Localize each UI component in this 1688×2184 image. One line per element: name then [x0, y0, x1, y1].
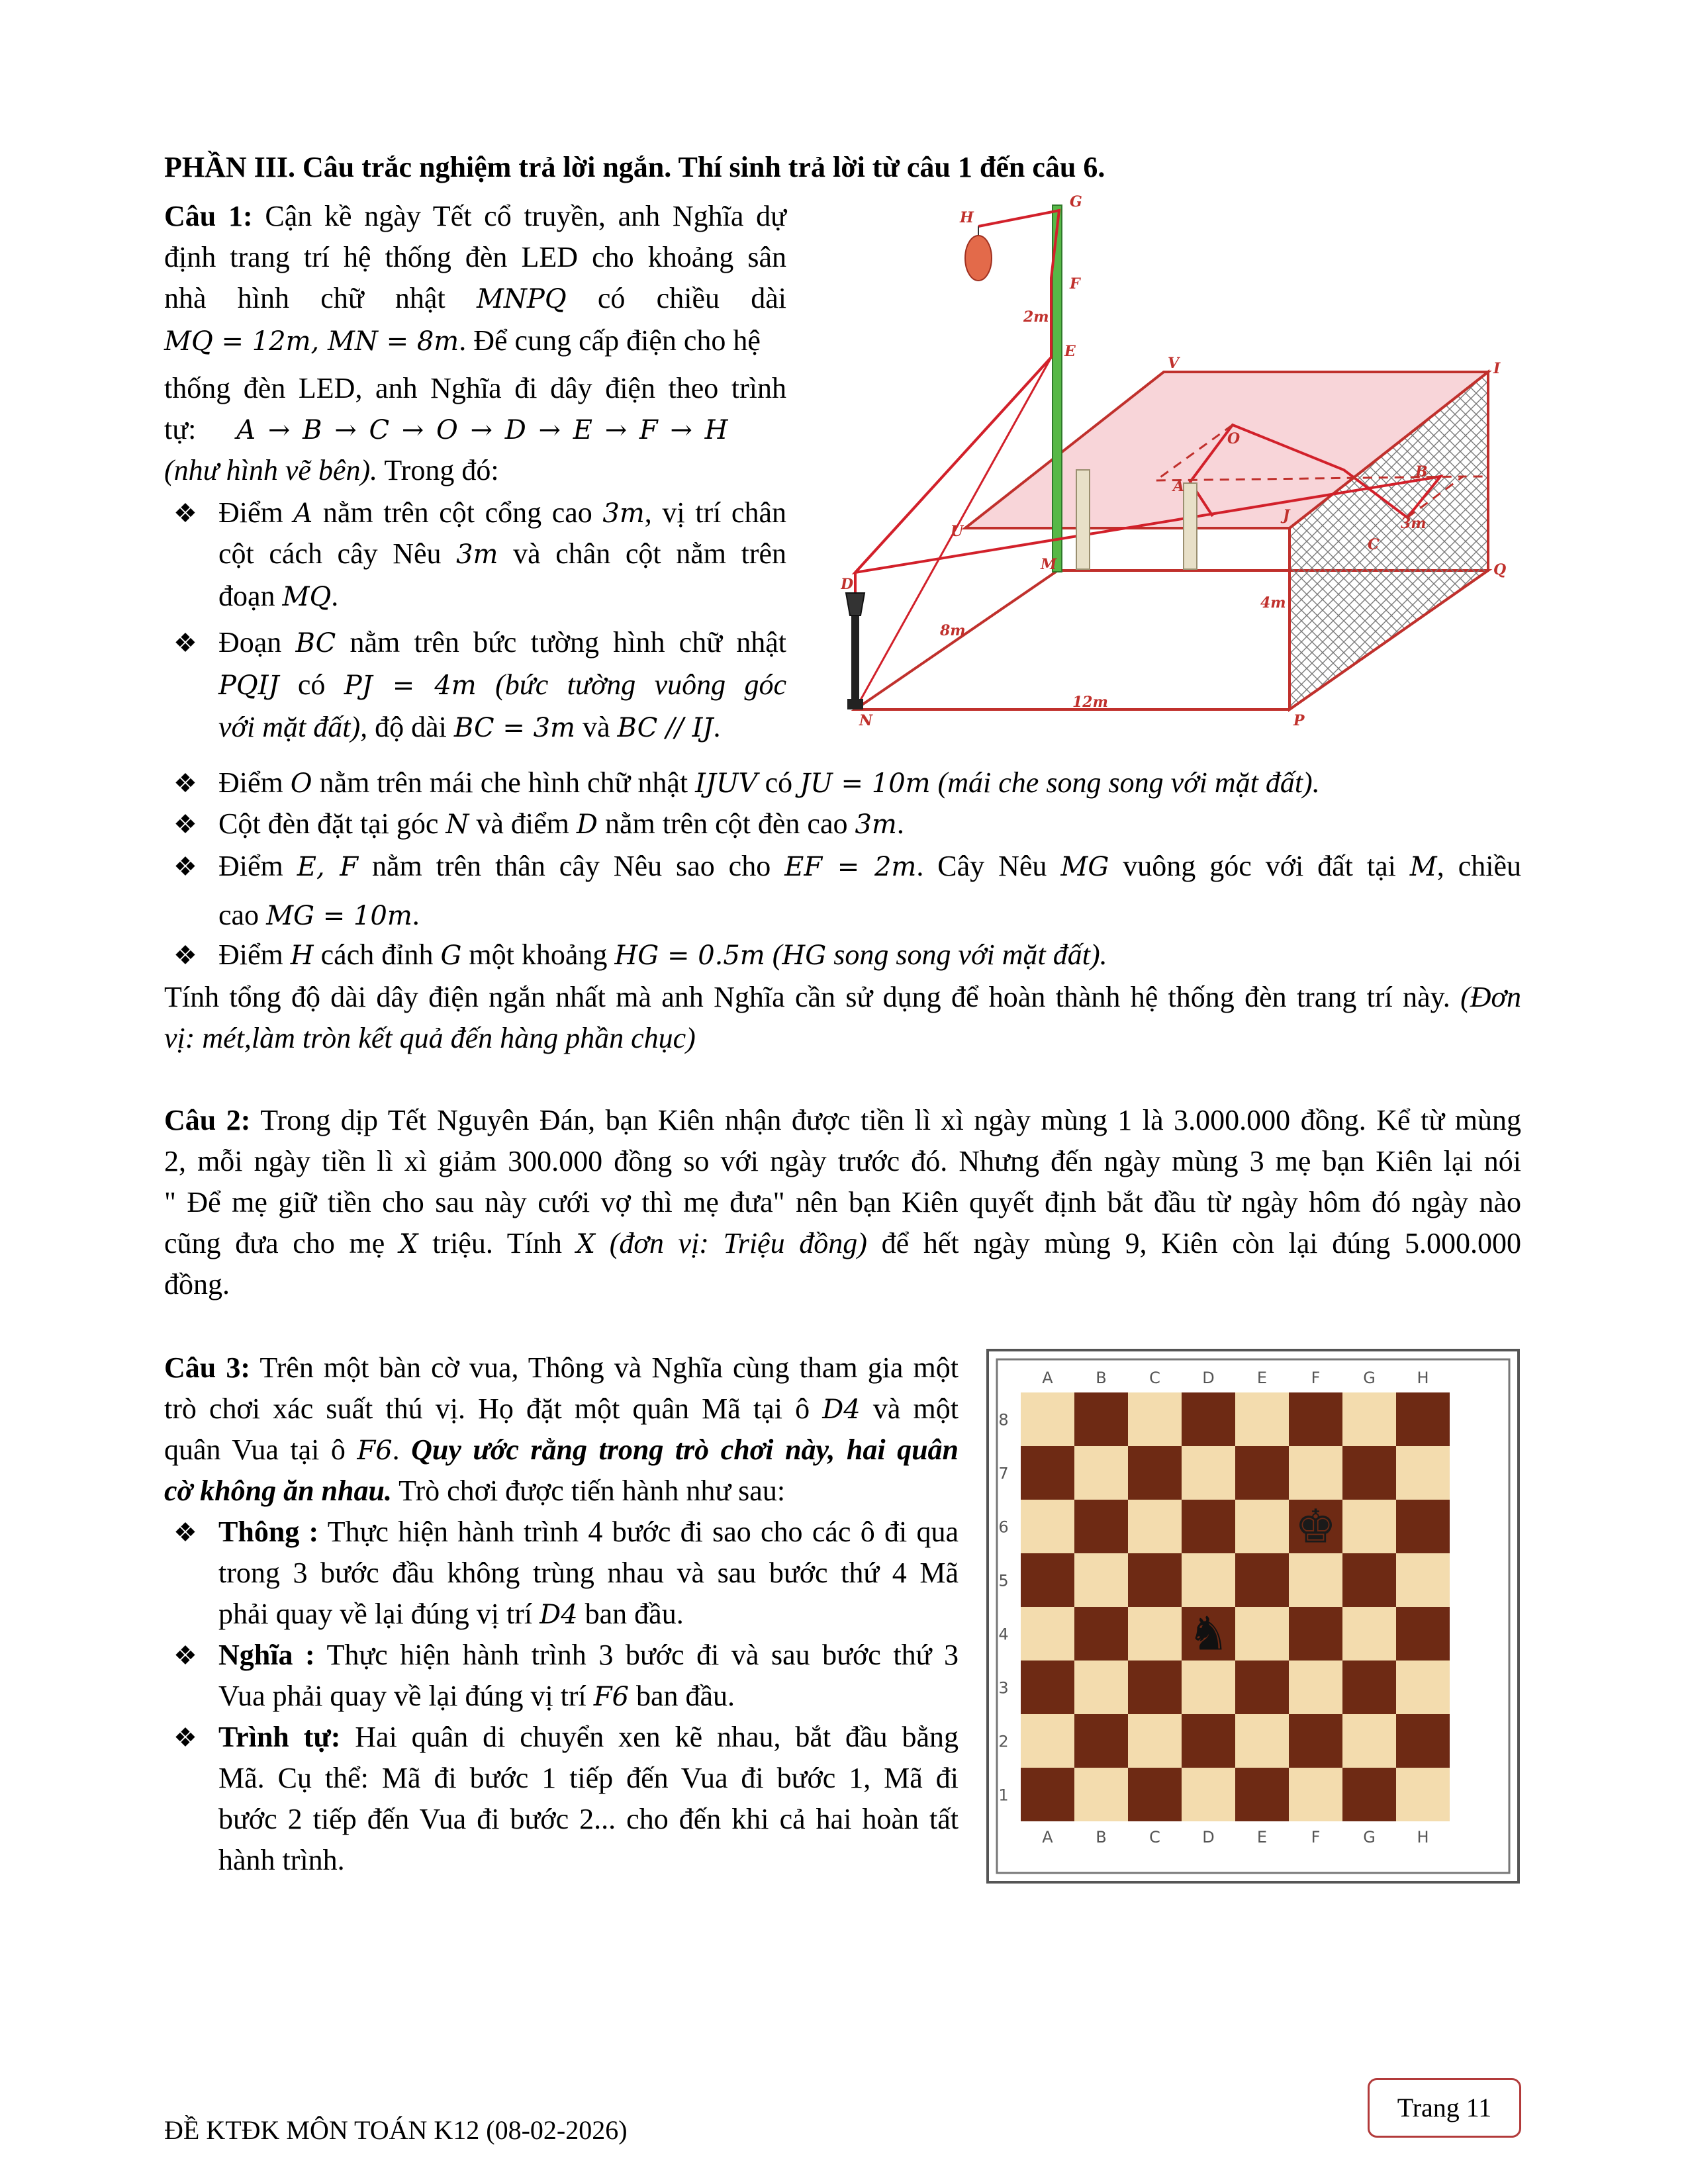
q3-text: ban đầu. — [635, 1680, 735, 1712]
square-F7 — [1289, 1446, 1342, 1500]
rank-label-7: 7 — [998, 1464, 1009, 1483]
q2-label: Câu 2: — [164, 1104, 251, 1136]
q3-line-1 — [164, 1347, 959, 1388]
q1-b3-line — [218, 762, 1320, 804]
q3-line-4 — [164, 1471, 785, 1512]
square-B7 — [1074, 1446, 1128, 1500]
math-g: G — [440, 940, 462, 971]
square-A4 — [1021, 1607, 1074, 1661]
file-label-B-bottom: B — [1096, 1828, 1107, 1846]
square-C2 — [1128, 1714, 1182, 1768]
label-h: H — [960, 209, 974, 226]
label-p: P — [1293, 712, 1305, 729]
math-f6: F6 — [357, 1435, 393, 1466]
square-B2 — [1074, 1714, 1128, 1768]
q1-text: . — [896, 807, 904, 840]
math-x: X — [576, 1229, 596, 1259]
q1-text: , chiều — [1436, 850, 1522, 882]
q3-line-3 — [164, 1430, 959, 1471]
square-E3 — [1235, 1661, 1289, 1714]
q1-b2-line-3 — [218, 707, 720, 749]
rank-label-4: 4 — [998, 1625, 1009, 1644]
q1-text: và — [582, 711, 610, 743]
q1-text: cột cách cây Nêu — [218, 537, 442, 570]
math-3m: 3m — [855, 809, 897, 840]
square-G7 — [1342, 1446, 1396, 1500]
q3-line-2 — [164, 1388, 959, 1430]
square-C4 — [1128, 1607, 1182, 1661]
square-F3 — [1289, 1661, 1342, 1714]
q1-text: Điểm — [218, 850, 283, 882]
q2-line-2: 2, mỗi ngày tiền lì xì giảm 300.000 đồng so với ngày trước đó. Nhưng đến ngày mùng 3 mẹ bạn Kiên lại nói — [164, 1145, 1521, 1177]
file-label-G-top: G — [1363, 1369, 1376, 1387]
q1-text: nằm trên cột đèn cao — [604, 807, 848, 840]
q1-text: độ dài — [375, 711, 447, 743]
knight-piece-icon: ♞ — [1188, 1606, 1229, 1661]
square-C8 — [1128, 1392, 1182, 1446]
q1-text: có — [765, 766, 793, 799]
q1-note: (như hình vẽ bên). — [164, 454, 378, 486]
file-label-B-top: B — [1096, 1369, 1107, 1387]
file-label-E-bottom: E — [1256, 1828, 1268, 1846]
q3-label: Câu 3: — [164, 1351, 250, 1384]
page-number-box: Trang 11 — [1368, 2078, 1521, 2138]
q3-text: Thực hiện hành trình 4 bước đi sao cho các ô đi qua — [327, 1516, 959, 1548]
diamond-bullet-icon: ❖ — [173, 852, 197, 882]
q3-text: phải quay về lại đúng vị trí — [218, 1598, 533, 1630]
square-B1 — [1074, 1768, 1128, 1821]
q1-b5-line-1 — [218, 846, 1521, 887]
square-D8 — [1182, 1392, 1235, 1446]
square-E8 — [1235, 1392, 1289, 1446]
file-label-G-bottom: G — [1363, 1828, 1376, 1846]
q1-text: Cận kề ngày Tết cổ truyền, anh Nghĩa dự — [265, 200, 786, 232]
q1-b1-line-3 — [218, 576, 338, 617]
file-label-A-top: A — [1042, 1369, 1053, 1387]
square-E7 — [1235, 1446, 1289, 1500]
math-mq: MQ — [282, 582, 332, 612]
square-G3 — [1342, 1661, 1396, 1714]
q3-order-line-4: hành trình. — [218, 1844, 345, 1876]
q1-b4-line — [218, 803, 904, 845]
q1-note: với mặt đất), — [218, 711, 368, 743]
file-label-A-bottom: A — [1042, 1828, 1053, 1846]
q1-b6-line — [218, 934, 1107, 976]
q1-ask-line-2: vị: mét,làm tròn kết quả đến hàng phần chục) — [164, 1022, 696, 1054]
file-label-H-top: H — [1417, 1369, 1429, 1387]
q1-note: ( — [772, 938, 782, 971]
square-H2 — [1396, 1714, 1450, 1768]
chessboard — [986, 1349, 1520, 1884]
q3-order-line-3: bước 2 tiếp đến Vua đi bước 2... cho đến khi cả hai hoàn tất — [218, 1803, 959, 1835]
square-G4 — [1342, 1607, 1396, 1661]
q1-text: nằm trên bức tường hình chữ nhật — [350, 626, 787, 659]
q1-text: nằm trên thân cây Nêu sao cho — [372, 850, 771, 882]
square-A2 — [1021, 1714, 1074, 1768]
q1-text: nằm trên mái che hình chữ nhật — [319, 766, 688, 799]
label-b: B — [1415, 463, 1428, 480]
dim-height: 4m — [1260, 594, 1286, 612]
gate-column — [1076, 470, 1090, 569]
square-C5 — [1128, 1553, 1182, 1607]
math-x: X — [399, 1229, 418, 1259]
q1-line-4 — [164, 320, 761, 362]
math-3m: 3m — [602, 498, 645, 529]
label-f: F — [1070, 275, 1080, 293]
square-H3 — [1396, 1661, 1450, 1714]
label-q: Q — [1493, 561, 1507, 578]
q1-text: có chiều dài — [597, 282, 786, 314]
rank-label-5: 5 — [998, 1571, 1009, 1590]
q3-order-line-1 — [218, 1717, 959, 1758]
square-F5 — [1289, 1553, 1342, 1607]
q3-thong-line-2: trong 3 bước đầu không trùng nhau và sau bước thứ 4 Mã — [218, 1557, 959, 1589]
q1-text: và điểm — [476, 807, 569, 840]
q1-text: có — [297, 668, 326, 701]
math-mg-len: MG = 10m — [266, 901, 412, 931]
gate-column — [1184, 483, 1197, 569]
lamp-post-icon — [851, 602, 859, 708]
q3-text: trò chơi xác suất thú vị. Họ đặt một quân Mã tại ô — [164, 1392, 810, 1425]
lantern-icon — [965, 236, 992, 281]
square-G6 — [1342, 1500, 1396, 1553]
math-ef: E, F — [297, 852, 359, 882]
q2-note: (đơn vị: Triệu đồng) — [609, 1227, 867, 1259]
q1-note: (Đơn — [1460, 981, 1522, 1013]
q1-text: nằm trên cột cổng cao — [322, 496, 592, 529]
square-G1 — [1342, 1768, 1396, 1821]
square-H6 — [1396, 1500, 1450, 1553]
math-d4: D4 — [822, 1394, 861, 1425]
q1-text: tự: — [164, 413, 197, 445]
q1-line-1 — [164, 196, 786, 237]
square-D2 — [1182, 1714, 1235, 1768]
q1-text: . — [713, 711, 721, 743]
q1-label: Câu 1: — [164, 200, 253, 232]
q1-text: và chân cột nằm trên — [513, 537, 787, 570]
square-G5 — [1342, 1553, 1396, 1607]
math-3m: 3m — [456, 539, 498, 570]
q1-text: đoạn — [218, 580, 275, 612]
file-label-F-bottom: F — [1311, 1828, 1321, 1846]
square-C3 — [1128, 1661, 1182, 1714]
label-v: V — [1168, 355, 1180, 372]
math-ju: JU = 10m — [800, 768, 931, 799]
square-C1 — [1128, 1768, 1182, 1821]
square-E4 — [1235, 1607, 1289, 1661]
q2-line-4 — [164, 1223, 1521, 1265]
square-A5 — [1021, 1553, 1074, 1607]
footer-exam-title: ĐỀ KTĐK MÔN TOÁN K12 (08-02-2026) — [164, 2115, 628, 2145]
square-E1 — [1235, 1768, 1289, 1821]
q1-line-2: định trang trí hệ thống đèn LED cho khoảng sân — [164, 241, 786, 273]
math-bc-parallel: BC // IJ — [617, 713, 714, 743]
square-C7 — [1128, 1446, 1182, 1500]
q1-text: cách đỉnh — [320, 938, 434, 971]
rank-label-2: 2 — [998, 1732, 1009, 1751]
q1-text: Trong đó: — [377, 454, 499, 486]
q1-b1-line-2 — [218, 533, 786, 575]
file-label-D-bottom: D — [1202, 1828, 1215, 1846]
math-n: N — [445, 809, 469, 840]
q1-line-7 — [164, 450, 499, 491]
q1-text: , vị trí chân — [644, 496, 786, 529]
label-i: I — [1493, 360, 1501, 377]
q2-line-5: đồng. — [164, 1268, 230, 1300]
square-A7 — [1021, 1446, 1074, 1500]
math-pj: PJ = 4m — [344, 670, 477, 701]
math-hg: HG — [782, 940, 827, 971]
q3-text: Vua phải quay về lại đúng vị trí — [218, 1680, 586, 1712]
lamp-head-icon — [846, 593, 865, 615]
square-E5 — [1235, 1553, 1289, 1607]
file-label-E-top: E — [1256, 1369, 1268, 1387]
q1-b1-line-1 — [218, 492, 786, 534]
square-B4 — [1074, 1607, 1128, 1661]
square-D7 — [1182, 1446, 1235, 1500]
diamond-bullet-icon: ❖ — [173, 498, 197, 528]
q1-text: . — [331, 580, 339, 612]
square-B3 — [1074, 1661, 1128, 1714]
math-bc-len: BC = 3m — [453, 713, 575, 743]
diamond-bullet-icon: ❖ — [173, 1518, 197, 1547]
label-o: O — [1227, 430, 1241, 447]
q1-b2-line-1 — [218, 622, 786, 664]
square-B6 — [1074, 1500, 1128, 1553]
square-H7 — [1396, 1446, 1450, 1500]
q2-line-1 — [164, 1100, 1521, 1141]
square-F8 — [1289, 1392, 1342, 1446]
diamond-bullet-icon: ❖ — [173, 768, 197, 798]
q1-ask-line-1 — [164, 977, 1521, 1018]
q1-text: vuông góc với đất tại — [1123, 850, 1396, 882]
q1-text: Đoạn — [218, 626, 282, 659]
q1-text: Điểm — [218, 766, 283, 799]
q1-line-5: thống đèn LED, anh Nghĩa đi dây điện theo trình — [164, 372, 786, 404]
math-ijuv: IJUV — [695, 768, 758, 799]
q3-text: Thực hiện hành trình 3 bước đi và sau bước thứ 3 — [326, 1639, 959, 1671]
diamond-bullet-icon: ❖ — [173, 940, 197, 970]
q3-thong-line-1 — [218, 1512, 959, 1553]
square-E6 — [1235, 1500, 1289, 1553]
dim-length: 12m — [1072, 694, 1108, 711]
q1-note: song song với mặt đất). — [833, 938, 1107, 971]
diamond-bullet-icon: ❖ — [173, 1723, 197, 1752]
dim-ef: 2m — [1023, 308, 1049, 326]
square-G2 — [1342, 1714, 1396, 1768]
math-h: H — [290, 940, 314, 971]
math-d4: D4 — [539, 1600, 578, 1630]
diamond-bullet-icon: ❖ — [173, 1641, 197, 1670]
rank-label-8: 8 — [998, 1410, 1009, 1430]
q1-text: cao — [218, 899, 259, 931]
math-pqij: PQIJ — [218, 670, 279, 701]
q3-text: Trò chơi được tiến hành như sau: — [391, 1475, 786, 1507]
label-m: M — [1041, 556, 1057, 573]
file-label-D-top: D — [1202, 1369, 1215, 1387]
q3-rule: cờ không ăn nhau. — [164, 1475, 392, 1507]
square-D5 — [1182, 1553, 1235, 1607]
label-e: E — [1064, 343, 1076, 360]
q1-line-6 — [164, 409, 728, 451]
math-mg: MG — [1060, 852, 1109, 882]
label-c: C — [1368, 536, 1380, 553]
q1-text: . — [412, 899, 420, 931]
label-a: A — [1173, 478, 1185, 495]
q3-rule: Quy ước rằng trong trò chơi này, hai quân — [411, 1433, 959, 1466]
dim-bc: 3m — [1401, 515, 1427, 532]
square-D6 — [1182, 1500, 1235, 1553]
math-ef-len: EF = 2m — [784, 852, 917, 882]
q1-text: một khoảng — [469, 938, 608, 971]
q3-nghia-label: Nghĩa : — [218, 1639, 315, 1671]
q1-b5-line-2 — [218, 895, 420, 936]
q3-order-label: Trình tự: — [218, 1721, 341, 1753]
square-D1 — [1182, 1768, 1235, 1821]
label-j: J — [1283, 507, 1290, 524]
label-d: D — [841, 576, 854, 593]
math-d: D — [576, 809, 598, 840]
q3-text: Trên một bàn cờ vua, Thông và Nghĩa cùng tham gia một — [259, 1351, 959, 1384]
q1-text: Tính tổng độ dài dây điện ngắn nhất mà anh Nghĩa cần sử dụng để hoàn thành hệ thống đèn trang trí này. — [164, 981, 1450, 1013]
math-a: A — [293, 498, 313, 529]
file-label-C-top: C — [1149, 1369, 1160, 1387]
q3-text: quân Vua tại ô — [164, 1433, 346, 1466]
label-g: G — [1070, 193, 1082, 210]
square-H1 — [1396, 1768, 1450, 1821]
q3-thong-label: Thông : — [218, 1516, 319, 1548]
rank-label-3: 3 — [998, 1678, 1009, 1698]
file-label-F-top: F — [1311, 1369, 1321, 1387]
q3-text: ban đầu. — [585, 1598, 684, 1630]
square-A1 — [1021, 1768, 1074, 1821]
diamond-bullet-icon: ❖ — [173, 628, 197, 658]
q1-text: Điểm — [218, 938, 283, 971]
square-E2 — [1235, 1714, 1289, 1768]
section-title: PHẦN III. Câu trắc nghiệm trả lời ngắn. Thí sinh trả lời từ câu 1 đến câu 6. — [164, 151, 1105, 183]
q1-b2-line-2 — [218, 664, 786, 706]
q1-text: nhà hình chữ nhật — [164, 282, 445, 314]
math-dimensions: MQ = 12m, MN = 8m — [164, 326, 459, 357]
lamp-base-icon — [847, 699, 863, 709]
q2-text: cũng đưa cho mẹ — [164, 1227, 385, 1259]
rank-label-1: 1 — [998, 1786, 1009, 1805]
square-D3 — [1182, 1661, 1235, 1714]
math-hg-len: HG = 0.5m — [614, 940, 765, 971]
math-m: M — [1409, 852, 1437, 882]
q3-text: . — [392, 1433, 400, 1466]
square-A8 — [1021, 1392, 1074, 1446]
math-mnpq: MNPQ — [476, 284, 567, 314]
square-H8 — [1396, 1392, 1450, 1446]
q2-text: để hết ngày mùng 9, Kiên còn lại đúng 5.000.000 — [881, 1227, 1522, 1259]
square-B5 — [1074, 1553, 1128, 1607]
label-u: U — [951, 523, 964, 540]
q2-line-3: " Để mẹ giữ tiền cho sau này cưới vợ thì mẹ đưa" nên bạn Kiên quyết định bắt đầu từ ngày hôm đó ngày nào — [164, 1186, 1521, 1218]
q3-nghia-line-1 — [218, 1635, 959, 1676]
label-n: N — [859, 712, 873, 729]
q2-text: Trong dịp Tết Nguyên Đán, bạn Kiên nhận được tiền lì xì ngày mùng 1 là 3.000.000 đồng. Kể từ mùng — [260, 1104, 1521, 1136]
wire-path — [855, 357, 1051, 572]
square-H5 — [1396, 1553, 1450, 1607]
math-bc: BC — [295, 628, 336, 659]
q1-text: . Cây Nêu — [916, 850, 1047, 882]
q3-thong-line-3 — [218, 1594, 684, 1635]
q3-nghia-line-2 — [218, 1676, 735, 1717]
square-H4 — [1396, 1607, 1450, 1661]
square-F4 — [1289, 1607, 1342, 1661]
math-path: A → B → C → O → D → E → F → H — [236, 415, 728, 445]
q1-note: (mái che song song với mặt đất). — [937, 766, 1320, 799]
q3-order-line-2: Mã. Cụ thể: Mã đi bước 1 tiếp đến Vua đi bước 1, Mã đi — [218, 1762, 959, 1794]
figure-yard-diagram — [841, 192, 1516, 748]
q1-line-3 — [164, 278, 786, 320]
square-C6 — [1128, 1500, 1182, 1553]
diamond-bullet-icon: ❖ — [173, 809, 197, 839]
q1-note: (bức tường vuông góc — [495, 668, 787, 701]
square-F2 — [1289, 1714, 1342, 1768]
file-label-H-bottom: H — [1417, 1828, 1429, 1846]
q1-text: Cột đèn đặt tại góc — [218, 807, 439, 840]
king-piece-icon: ♚ — [1295, 1499, 1336, 1554]
q1-text: Điểm — [218, 496, 283, 529]
square-A6 — [1021, 1500, 1074, 1553]
q3-text: Hai quân di chuyển xen kẽ nhau, bắt đầu bằng — [355, 1721, 959, 1753]
square-G8 — [1342, 1392, 1396, 1446]
q3-text: và một — [872, 1392, 959, 1425]
dim-width: 8m — [940, 622, 966, 639]
q2-text: triệu. Tính — [432, 1227, 562, 1259]
q1-text: . Để cung cấp điện cho hệ — [459, 324, 761, 357]
math-o: O — [290, 768, 312, 799]
file-label-C-bottom: C — [1149, 1828, 1160, 1846]
math-f6: F6 — [593, 1682, 629, 1712]
square-F1 — [1289, 1768, 1342, 1821]
rank-label-6: 6 — [998, 1518, 1009, 1537]
square-B8 — [1074, 1392, 1128, 1446]
square-A3 — [1021, 1661, 1074, 1714]
